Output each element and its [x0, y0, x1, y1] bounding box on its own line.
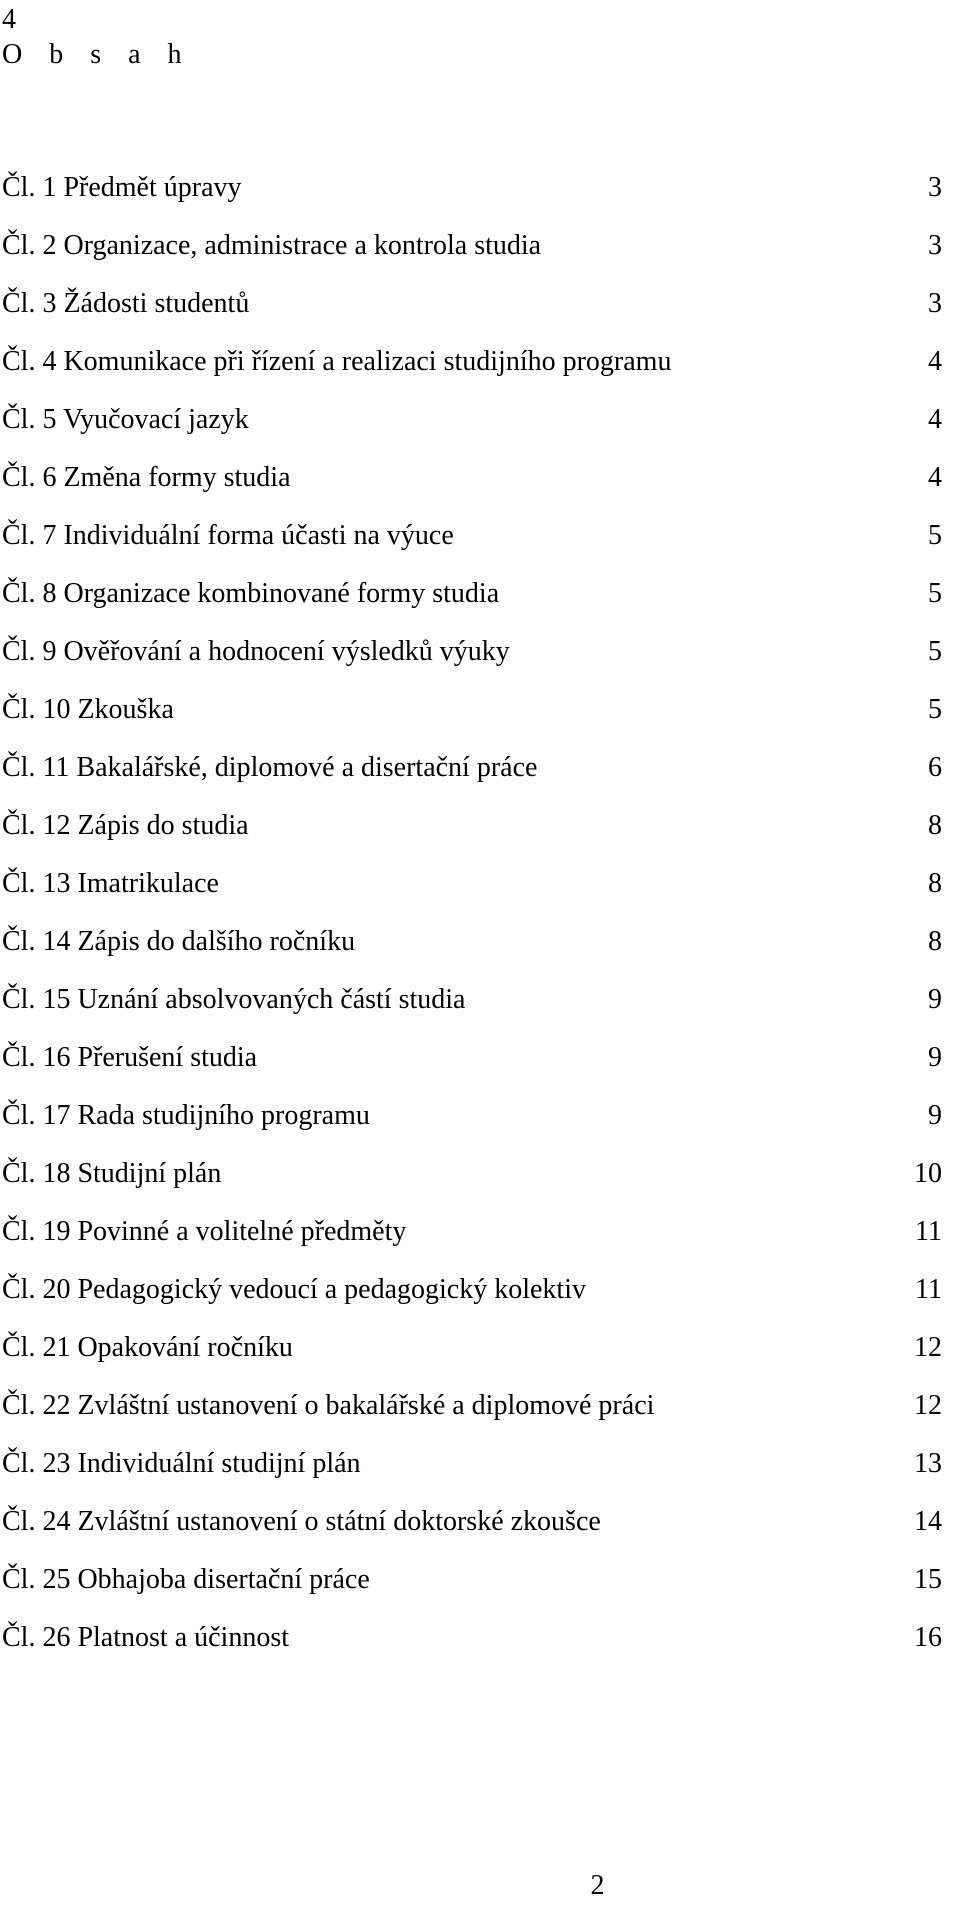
toc-entry	[2, 226, 942, 284]
toc-entry-label: Čl. 2 Organizace, administrace a kontrola studia	[2, 230, 542, 261]
toc-title: O b s a h	[2, 39, 192, 70]
toc-entry-page: 3	[928, 288, 942, 319]
toc-entry-page: 5	[928, 578, 942, 609]
toc-entry-label: Čl. 16 Přerušení studia	[2, 1042, 258, 1073]
toc-entry-label: Čl. 5 Vyučovací jazyk	[2, 404, 249, 435]
toc-entry-label: Čl. 25 Obhajoba disertační práce	[2, 1564, 370, 1595]
toc-entry-label: Čl. 13 Imatrikulace	[2, 868, 219, 899]
toc-entry-label: Čl. 7 Individuální forma účasti na výuce	[2, 520, 454, 551]
toc-entry	[2, 1444, 942, 1502]
toc-entry-page: 8	[928, 926, 942, 957]
toc-entry-page: 12	[914, 1332, 942, 1363]
toc-entry-label: Čl. 19 Povinné a volitelné předměty	[2, 1216, 407, 1247]
toc-entry-label: Čl. 11 Bakalářské, diplomové a disertační práce	[2, 752, 538, 783]
toc-entry-page: 4	[928, 462, 942, 493]
toc-entry	[2, 342, 942, 400]
toc-entry-label: Čl. 4 Komunikace při řízení a realizaci studijního programu	[2, 346, 672, 377]
toc-entry-page: 10	[914, 1158, 942, 1189]
toc-entry	[2, 1270, 942, 1328]
toc-entry-label: Čl. 15 Uznání absolvovaných částí studia	[2, 984, 466, 1015]
toc-entry	[2, 168, 942, 226]
toc-entry	[2, 400, 942, 458]
toc-entry-page: 5	[928, 636, 942, 667]
toc-entry-label: Čl. 22 Zvláštní ustanovení o bakalářské a diplomové práci	[2, 1390, 655, 1421]
toc-entry	[2, 1096, 942, 1154]
toc-entry-page: 3	[928, 230, 942, 261]
toc-entry	[2, 748, 942, 806]
toc-entry-page: 12	[914, 1390, 942, 1421]
toc-entry	[2, 980, 942, 1038]
toc-entry-page: 16	[914, 1622, 942, 1653]
toc-entry-page: 5	[928, 694, 942, 725]
toc-entry-label: Čl. 21 Opakování ročníku	[2, 1332, 293, 1363]
toc-entry-label: Čl. 9 Ověřování a hodnocení výsledků výuky	[2, 636, 510, 667]
toc-entry-page: 8	[928, 810, 942, 841]
toc-entry	[2, 574, 942, 632]
toc-entry-page: 3	[928, 172, 942, 203]
toc-entry	[2, 806, 942, 864]
toc-entry-label: Čl. 23 Individuální studijní plán	[2, 1448, 361, 1479]
toc-entry	[2, 1212, 942, 1270]
toc-entry-page: 5	[928, 520, 942, 551]
toc-entry-page: 11	[915, 1274, 942, 1305]
toc-entry-page: 4	[928, 346, 942, 377]
table-of-contents	[2, 168, 942, 1676]
toc-entry	[2, 1560, 942, 1618]
header-page-number: 4	[2, 4, 16, 35]
toc-entry-page: 4	[928, 404, 942, 435]
toc-entry	[2, 632, 942, 690]
toc-entry	[2, 1502, 942, 1560]
toc-entry	[2, 1386, 942, 1444]
toc-entry	[2, 1328, 942, 1386]
toc-entry-page: 15	[914, 1564, 942, 1595]
toc-entry	[2, 1038, 942, 1096]
toc-entry-label: Čl. 14 Zápis do dalšího ročníku	[2, 926, 356, 957]
toc-entry	[2, 922, 942, 980]
toc-entry-page: 9	[928, 1100, 942, 1131]
toc-entry	[2, 1618, 942, 1676]
toc-entry-label: Čl. 26 Platnost a účinnost	[2, 1622, 289, 1653]
toc-entry	[2, 1154, 942, 1212]
toc-entry-page: 8	[928, 868, 942, 899]
toc-entry-label: Čl. 3 Žádosti studentů	[2, 288, 250, 319]
toc-entry	[2, 864, 942, 922]
toc-entry-page: 11	[915, 1216, 942, 1247]
toc-entry-label: Čl. 6 Změna formy studia	[2, 462, 291, 493]
toc-entry-page: 13	[914, 1448, 942, 1479]
toc-entry-label: Čl. 20 Pedagogický vedoucí a pedagogický kolektiv	[2, 1274, 586, 1305]
footer-page-number: 2	[590, 1870, 605, 1901]
toc-entry	[2, 690, 942, 748]
toc-entry-page: 6	[928, 752, 942, 783]
toc-entry-label: Čl. 18 Studijní plán	[2, 1158, 222, 1189]
toc-entry	[2, 284, 942, 342]
toc-entry-label: Čl. 17 Rada studijního programu	[2, 1100, 370, 1131]
toc-entry-label: Čl. 12 Zápis do studia	[2, 810, 249, 841]
toc-entry-page: 9	[928, 1042, 942, 1073]
toc-entry-label: Čl. 24 Zvláštní ustanovení o státní doktorské zkoušce	[2, 1506, 601, 1537]
toc-entry-label: Čl. 1 Předmět úpravy	[2, 172, 242, 203]
toc-entry-page: 14	[914, 1506, 942, 1537]
toc-entry	[2, 458, 942, 516]
toc-entry-label: Čl. 10 Zkouška	[2, 694, 174, 725]
toc-entry-label: Čl. 8 Organizace kombinované formy studia	[2, 578, 500, 609]
toc-entry-page: 9	[928, 984, 942, 1015]
toc-entry	[2, 516, 942, 574]
